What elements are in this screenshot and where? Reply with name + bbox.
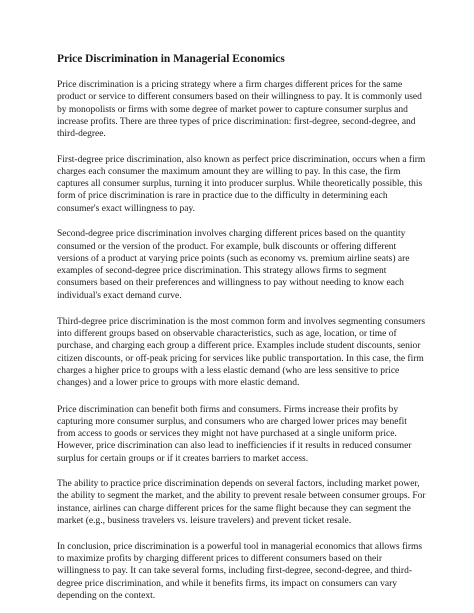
text-line: consumed or the version of the product. For example, bulk discounts or offering different (57, 241, 397, 252)
text-line: increase profits. There are three types of price discrimination: first-degree, second-degree, and (57, 116, 416, 127)
paragraph-benefits (57, 404, 437, 465)
text-line: The ability to practice price discrimination depends on several factors, including market power, (57, 479, 420, 490)
paragraph-first-degree (57, 154, 437, 215)
paragraph-second-degree (57, 228, 437, 302)
paragraph-conclusion (57, 541, 437, 602)
paragraph-third-degree (57, 316, 437, 390)
text-line: charges each consumer the maximum amount they are willing to pay. In this case, the firm (57, 166, 401, 177)
text-line: consumers based on their preferences and willingness to pay without needing to know each (57, 278, 404, 289)
text-line: by monopolists or firms with some degree of market power to capture consumer surplus and (57, 104, 408, 115)
text-line: Third-degree price discrimination is the most common form and involves segmenting consumers (57, 316, 426, 327)
text-line: surplus for certain groups or if it creates barriers to market access. (57, 453, 309, 464)
text-line: changes) and a lower price to groups with more elastic demand. (57, 378, 300, 389)
text-line: from access to goods or services they might not have purchased at a single uniform price. (57, 429, 397, 440)
paragraph-factors (57, 478, 437, 527)
text-line: depending on the context. (57, 590, 156, 601)
text-line: capturing more consumer surplus, and consumers who are charged lower prices may benefit (57, 416, 407, 427)
text-line: versions of a product at varying price points (such as economy vs. premium airline seats) are (57, 253, 410, 264)
text-line: citizen discounts, or off-peak pricing for services like public transportation. In this case, the firm (57, 353, 424, 364)
text-line: product or service to different consumers based on their willingness to pay. It is commonly used (57, 92, 422, 103)
text-line: charges a higher price to groups with a less elastic demand (who are less sensitive to price (57, 365, 400, 376)
text-line: captures all consumer surplus, turning it into producer surplus. While theoretically possible, this (57, 179, 423, 190)
text-line: Price discrimination can benefit both firms and consumers. Firms increase their profits by (57, 404, 399, 415)
text-line: market (e.g., business travelers vs. leisure travelers) and prevent ticket resale. (57, 515, 352, 526)
text-line: individual's exact demand curve. (57, 290, 182, 301)
text-line: to maximize profits by charging different prices to different consumers based on their (57, 554, 383, 565)
text-line: Second-degree price discrimination involves charging different prices based on the quantity (57, 229, 406, 240)
text-line: consumer's exact willingness to pay. (57, 203, 196, 214)
text-line: purchase, and charging each group a different price. Examples include student discounts, senior (57, 341, 421, 352)
text-line: However, price discrimination can also lead to inefficiencies if it results in reduced consumer (57, 441, 412, 452)
text-line: willingness to pay. It can take several forms, including first-degree, second-degree, and third- (57, 566, 412, 577)
paragraph-intro (57, 79, 437, 140)
text-line: In conclusion, price discrimination is a powerful tool in managerial economics that allows firms (57, 541, 423, 552)
text-line: into different groups based on observable characteristics, such as age, location, or time of (57, 329, 397, 340)
text-line: degree price discrimination, and while it benefits firms, its impact on consumers can vary (57, 578, 398, 589)
text-line: the ability to segment the market, and the ability to prevent resale between consumer groups. For (57, 491, 426, 502)
text-line: First-degree price discrimination, also known as perfect price discrimination, occurs when a firm (57, 154, 426, 165)
text-line: examples of second-degree price discrimination. This strategy allows firms to segment (57, 266, 387, 277)
text-line: instance, airlines can charge different prices for the same flight because they can segment the (57, 503, 411, 514)
text-line: form of price discrimination is rare in practice due to the difficulty in determining each (57, 191, 388, 202)
text-line: third-degree. (57, 129, 106, 140)
document-title: Price Discrimination in Managerial Economics (57, 53, 285, 65)
text-line: Price discrimination is a pricing strategy where a firm charges different prices for the same (57, 80, 403, 90)
